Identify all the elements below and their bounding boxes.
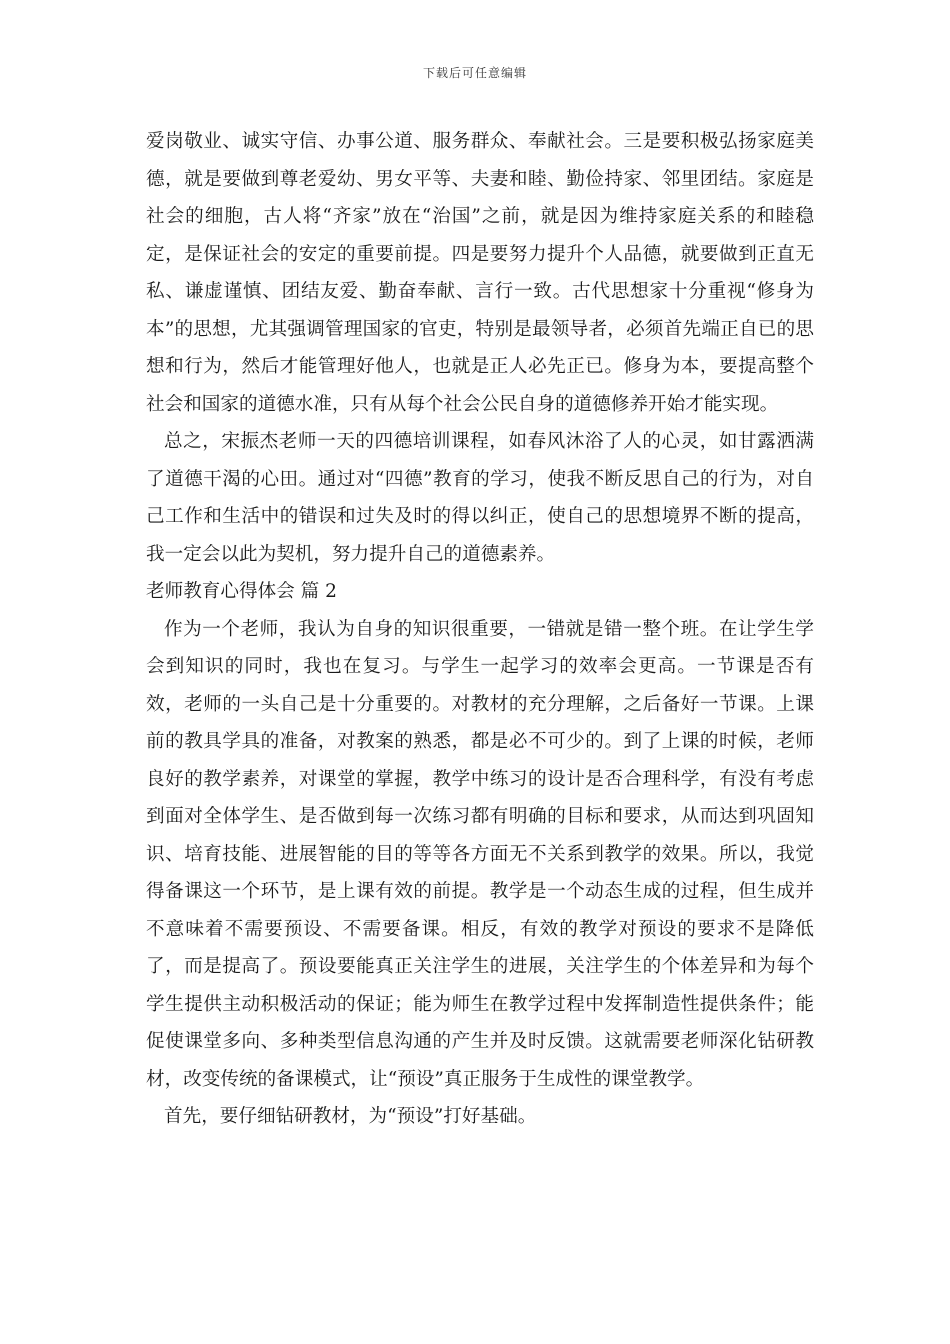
paragraph-first-point: 首先，要仔细钻研教材，为“预设”打好基础。 — [164, 1106, 537, 1127]
document-body — [146, 123, 814, 1136]
paragraph-virtues-continued: 爱岗敬业、诚实守信、办事公道、服务群众、奉献社会。三是要积极弘扬家庭美德，就是要做到尊老爱幼、男女平等、夫妻和睦、勤俭持家、邻里团结。家庭是社会的细胞，古人将“齐家”放在“治国”之前，就是因为维持家庭关系的和睦稳定，是保证社会的安定的重要前提。四是要努力提升个人品德，就要做到正直无私、谦虚谨慎、团结友爱、勤奋奉献、言行一致。古代思想家十分重视“修身为本”的思想，尤其强调管理国家的官吏，特别是最领导者，必须首先端正自已的思想和行为，然后才能管理好他人，也就是正人必先正已。修身为本，要提高整个社会和国家的道德水准，只有从每个社会公民自身的道德修养开始才能实现。 — [146, 131, 814, 415]
paragraph-summary: 总之，宋振杰老师一天的四德培训课程，如春风沐浴了人的心灵，如甘露洒满了道德干渴的心田。通过对“四德”教育的学习，使我不断反思自己的行为，对自己工作和生活中的错误和过失及时的得以纠正，使自己的思想境界不断的提高，我一定会以此为契机，努力提升自己的道德素养。 — [146, 431, 814, 565]
paragraph-teacher-reflection: 作为一个老师，我认为自身的知识很重要，一错就是错一整个班。在让学生学会到知识的同时，我也在复习。与学生一起学习的效率会更高。一节课是否有效，老师的一头自己是十分重要的。对教材的充分理解，之后备好一节课。上课前的教具学具的准备，对教案的熟悉，都是必不可少的。到了上课的时候，老师良好的教学素养，对课堂的掌握，教学中练习的设计是否合理科学，有没有考虑到面对全体学生、是否做到每一次练习都有明确的目标和要求，从而达到巩固知识、培育技能、进展智能的目的等等各方面无不关系到教学的效果。所以，我觉得备课这一个环节，是上课有效的前提。教学是一个动态生成的过程，但生成并不意味着不需要预设、不需要备课。相反，有效的教学对预设的要求不是降低了，而是提高了。预设要能真正关注学生的进展，关注学生的个体差异和为每个学生提供主动积极活动的保证；能为师生在教学过程中发挥制造性提供条件；能促使课堂多向、多种类型信息沟通的产生并及时反馈。这就需要老师深化钻研教材，改变传统的备课模式，让“预设”真正服务于生成性的课堂教学。 — [146, 618, 814, 1090]
section-heading: 老师教育心得体会 篇 2 — [146, 581, 337, 602]
running-header: 下载后可任意编辑 — [422, 66, 527, 80]
